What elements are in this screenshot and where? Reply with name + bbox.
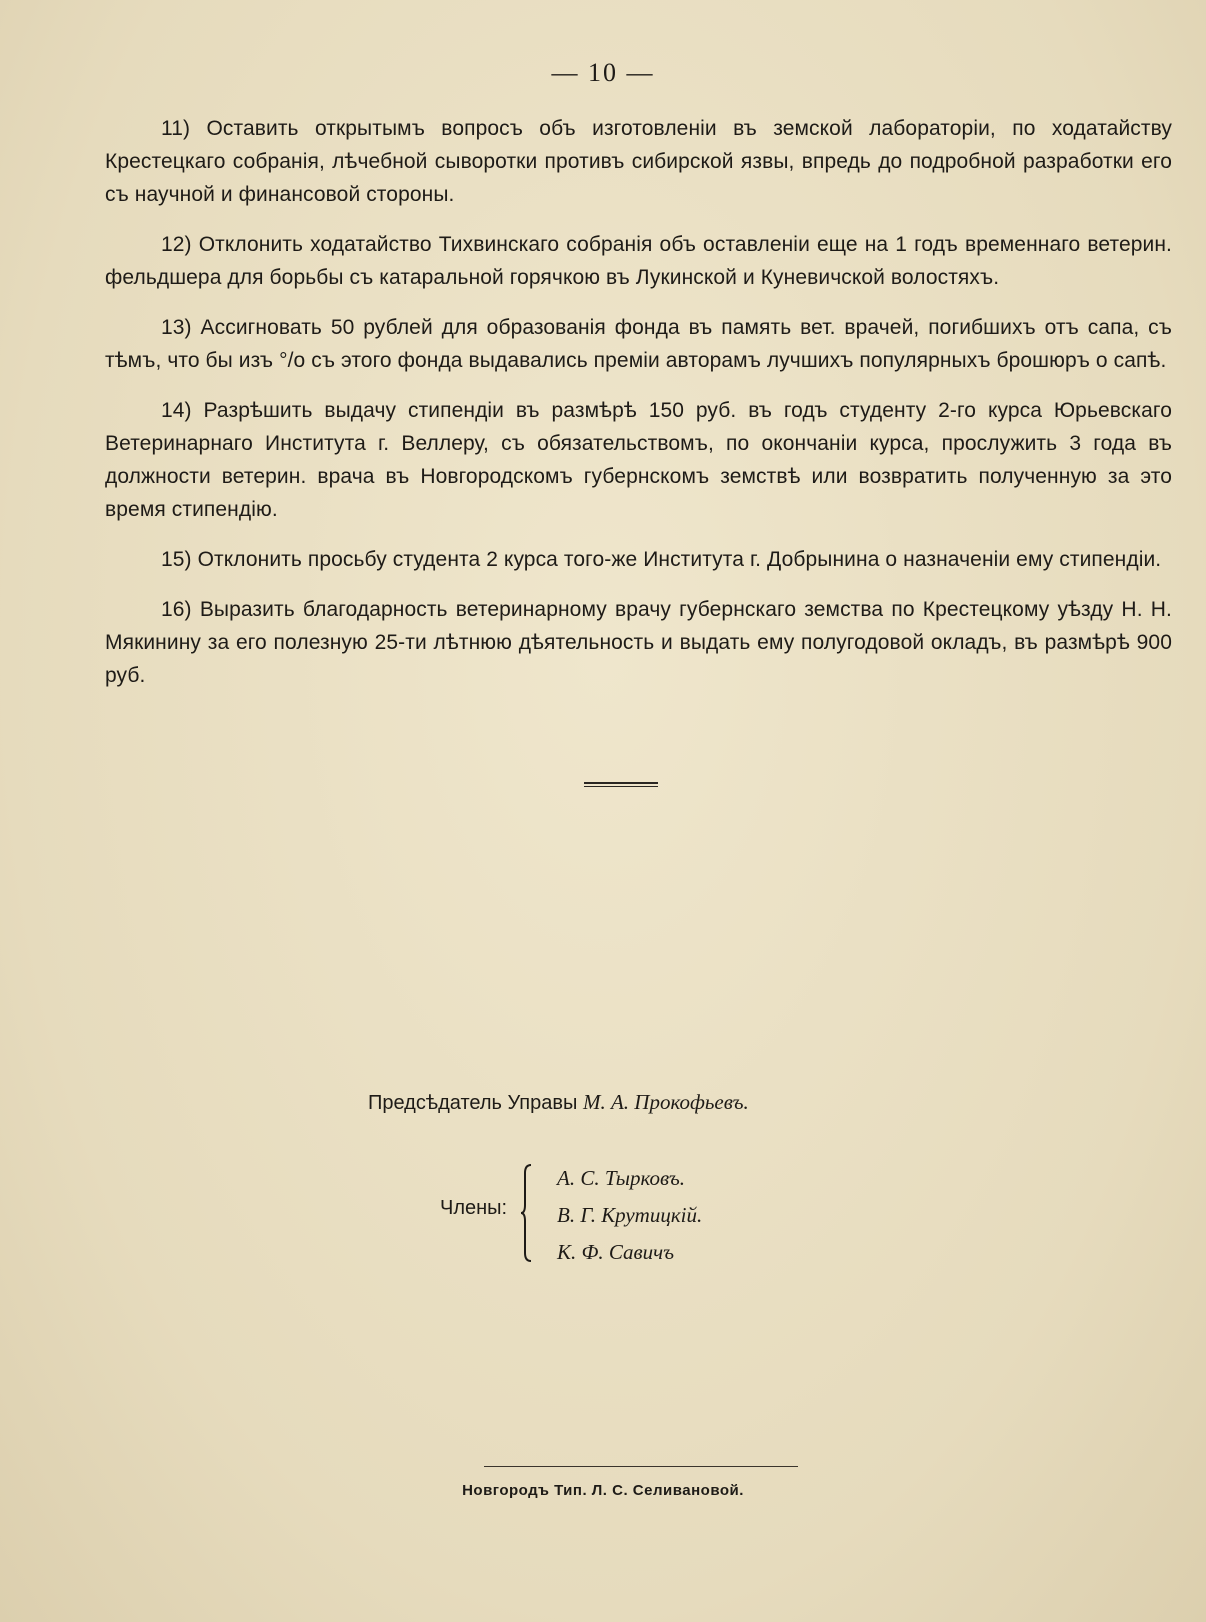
resolution-15: 15) Отклонить просьбу студента 2 курса того-же Института г. Добрынина о назначеніи ему стипендіи. bbox=[161, 548, 1162, 571]
member-name: А. С. Тырковъ. bbox=[557, 1166, 685, 1190]
resolutions-list bbox=[105, 112, 1172, 709]
brace-icon bbox=[521, 1163, 533, 1263]
members-list bbox=[557, 1160, 702, 1271]
member-name: К. Ф. Савичъ bbox=[557, 1240, 675, 1264]
resolution-14: 14) Разрѣшить выдачу стипендіи въ размѣрѣ 150 руб. въ годъ студенту 2-го курса Юрьевскаго Ветеринарнаго Института г. Веллеру, съ обязательствомъ, по окончаніи курса, прослужить 3 года въ должности ветерин. врача въ Новгородскомъ губернскомъ земствѣ или возвратить полученную за это время стипендію. bbox=[105, 399, 1172, 521]
member-name: В. Г. Крутицкій. bbox=[557, 1203, 703, 1227]
chair-signature bbox=[368, 1090, 749, 1115]
resolution-13: 13) Ассигновать 50 рублей для образованія фонда въ память вет. врачей, погибшихъ отъ сапа, съ тѣмъ, что бы изъ °/о съ этого фонда выдавались преміи авторамъ лучшихъ популярныхъ брошюръ о сапѣ. bbox=[105, 316, 1172, 372]
section-divider bbox=[584, 782, 658, 787]
resolution-16: 16) Выразить благодарность ветеринарному врачу губернскаго земства по Крестецкому уѣзду Н. Н. Мякинину за его полезную 25-ти лѣтнюю дѣятельность и выдать ему полугодовой окладъ, въ размѣрѣ 900 руб. bbox=[105, 598, 1172, 687]
printer-imprint: Новгородъ Тип. Л. С. Селивановой. bbox=[462, 1482, 744, 1499]
page-number: — 10 — bbox=[551, 58, 655, 87]
resolution-12: 12) Отклонить ходатайство Тихвинскаго собранія объ оставленіи еще на 1 годъ временнаго ветерин. фельдшера для борьбы съ катаральной горячкою въ Лукинской и Куневичской волостяхъ. bbox=[105, 233, 1172, 289]
footer-rule bbox=[484, 1466, 798, 1467]
chair-name: М. А. Прокофьевъ. bbox=[582, 1090, 749, 1114]
chair-label: Предсѣдатель Управы bbox=[368, 1092, 578, 1114]
resolution-11: 11) Оставить открытымъ вопросъ объ изготовленіи въ земской лабораторіи, по ходатайству Крестецкаго собранія, лѣчебной сыворотки противъ сибирской язвы, впредь до подробной разработки его съ научной и финансовой стороны. bbox=[105, 117, 1172, 206]
members-label: Члены: bbox=[440, 1197, 508, 1219]
